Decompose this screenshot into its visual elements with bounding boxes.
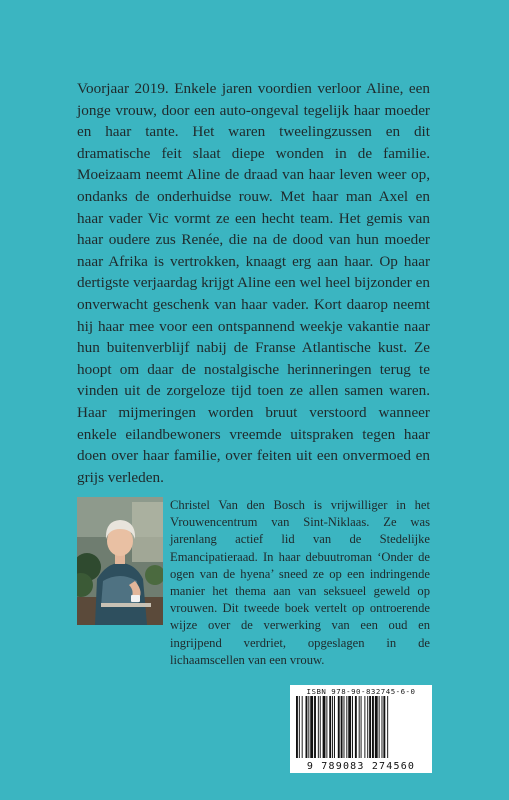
barcode-bar (372, 696, 374, 758)
barcode-bar (334, 696, 335, 758)
barcode-number: 9 789083 274560 (306, 761, 416, 772)
barcode-bar (346, 696, 347, 758)
barcode-bar (369, 696, 371, 758)
isbn-label: ISBN 978-90-832745-6-0 (306, 687, 416, 696)
barcode-bar (341, 696, 343, 758)
barcode-bar (387, 696, 388, 758)
barcode-bar (383, 696, 385, 758)
barcode-bar (364, 696, 365, 758)
barcode-bar (318, 696, 319, 758)
barcode-bar (338, 696, 340, 758)
barcode-bar (382, 696, 383, 758)
barcode-bar (355, 696, 357, 758)
barcode-bar (367, 696, 368, 758)
barcode-bar (310, 696, 313, 758)
barcode-bar (326, 696, 327, 758)
barcode-bar (348, 696, 351, 758)
barcode-bar (296, 696, 298, 758)
barcode-bar (379, 696, 380, 758)
barcode-bar (344, 696, 345, 758)
author-photo-image (77, 497, 163, 625)
barcode-bar (308, 696, 309, 758)
author-bio: Christel Van den Bosch is vrijwilliger in het Vrouwencentrum van Sint-Niklaas. Ze was jarenlang actief lid van de Stedelijke Emancipatieraad. In haar debuutroman ‘Onder de ogen van de hyena’ sneed ze op een indringende manier het thema aan van seksueel geweld op vrouwen. Dit tweede boek vertelt op ontroerende wijze over de verwerking van een oud en ingrijpend verdriet, opgeslagen in de lichaamscellen van een vrouw. (170, 498, 430, 667)
barcode-bar (306, 696, 308, 758)
barcode-bar (375, 696, 378, 758)
barcode-bar (361, 696, 362, 758)
barcode-bar (359, 696, 360, 758)
barcode-bar (320, 696, 321, 758)
barcode-bars (290, 696, 432, 758)
barcode-bar (302, 696, 303, 758)
barcode-bar (352, 696, 353, 758)
barcode-bar (329, 696, 331, 758)
author-section (77, 497, 430, 667)
back-cover-blurb: Voorjaar 2019. Enkele jaren voordien verloor Aline, een jonge vrouw, door een auto-ongeval tegelijk haar moeder en haar tante. Het waren tweelingzussen en dit dramatische feit slaat diepe wonden in de familie. Moeizaam neemt Aline de draad van haar leven weer op, ondanks de onderhuidse rouw. Met haar man Axel en haar vader Vic vormt ze een hecht team. Het gemis van haar oudere zus Renée, die na de dood van hun moeder naar Afrika is vertrokken, knaagt erg aan haar. Op haar dertigste verjaardag krijgt Aline een wel heel bijzonder en onverwacht geschenk van haar vader. Kort daarop neemt hij haar mee voor een ontspannend weekje vakantie naar hun buitenverblijf nabij de Franse Atlantische kust. Ze hoopt om daar de nostalgische herinneringen terug te vinden uit de zorgeloze tijd toen ze allen samen waren. Haar mijmeringen worden bruut verstoord wanneer enkele eilandbewoners vreemde uitspraken tegen haar doen over haar familie, over feiten uit een onvermoed en grijs verleden. (77, 80, 430, 486)
barcode-bar (332, 696, 333, 758)
barcode (290, 685, 432, 773)
barcode-bar (299, 696, 300, 758)
author-photo (77, 497, 163, 625)
barcode-bar (314, 696, 316, 758)
barcode-bar (323, 696, 326, 758)
